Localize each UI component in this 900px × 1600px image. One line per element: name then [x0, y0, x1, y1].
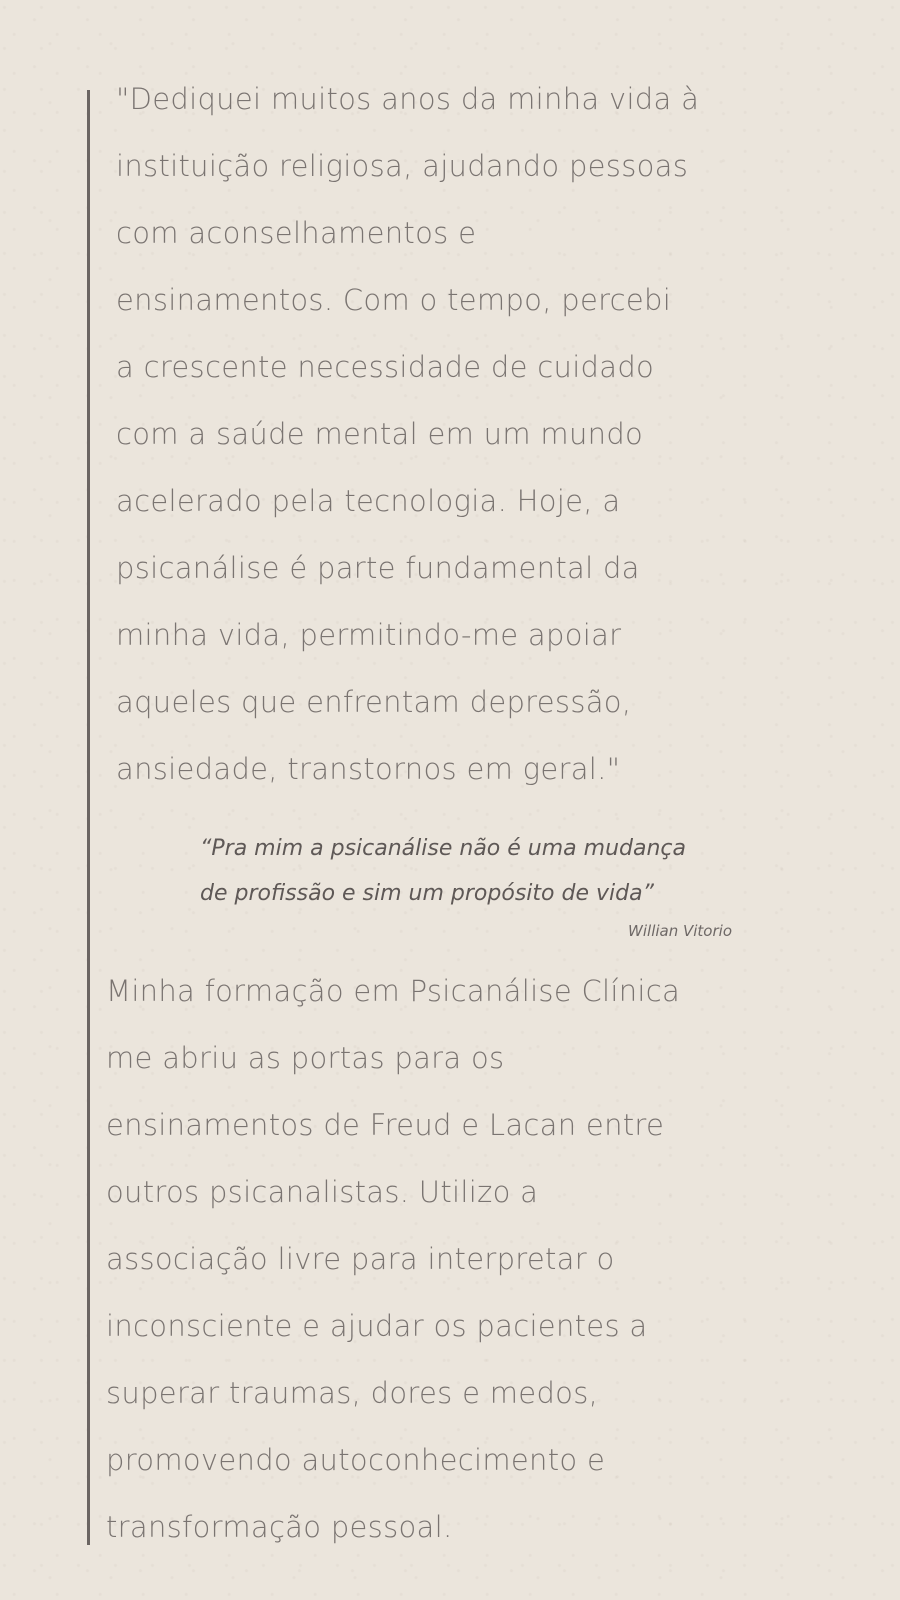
training-paragraph: Minha formação em Psicanálise Clínica me abriu as portas para os ensinamentos de Freud e Lacan entre outros psicanalistas. Utilizo a associação livre para interpretar o inconsciente e ajudar os pacientes a superar traumas, dores e medos, promovendo autoconhecimento e transformação pessoal. [106, 974, 681, 1544]
pull-quote-author: Willian Vitorio [628, 922, 732, 940]
pull-quote-text: “Pra mim a psicanálise não é uma mudança de profissão e sim um propósito de vida” [200, 836, 686, 906]
vertical-rule-divider [87, 90, 90, 1545]
pull-quote [200, 826, 790, 940]
testimonial-paragraph: "Dediquei muitos anos da minha vida à instituição religiosa, ajudando pessoas com aconselhamentos e ensinamentos. Com o tempo, percebi a crescente necessidade de cuidado com a saúde mental em um mundo acelerado pela tecnologia. Hoje, a psicanálise é parte fundamental da minha vida, permitindo-me apoiar aqueles que enfrentam depressão, ansiedade, transtornos em geral." [116, 82, 700, 786]
